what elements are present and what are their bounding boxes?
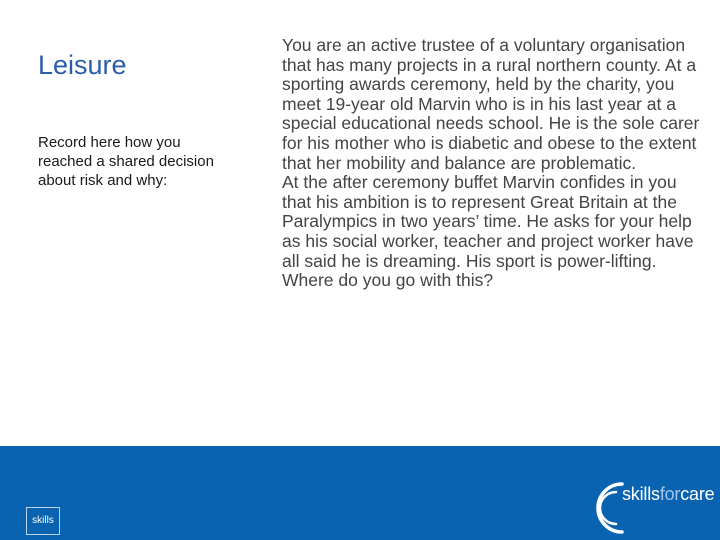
small-logo-text: skills	[32, 515, 54, 526]
instruction-note: Record here how you reached a shared decision about risk and why:	[38, 134, 214, 189]
slide-title: Leisure	[38, 50, 127, 80]
brand-word-care: care	[680, 484, 715, 504]
brand-word-for: for	[659, 484, 681, 504]
scenario-question: Where do you go with this?	[282, 270, 494, 291]
scenario-paragraph-1: You are an active trustee of a voluntary organisation that has many projects in a rural northern county. At a sporting awards ceremony, held by the charity, you meet 19-year old Marvin who is in his last year at a special educational needs school. He is the sole carer for his mother who is diabetic and obese to the extent that her mobility and balance are problematic.	[282, 35, 700, 173]
brand-word-skills: skills	[622, 484, 660, 504]
skills-small-logo	[26, 507, 60, 535]
skillsforcare-logo	[622, 484, 714, 505]
scenario-paragraph-2: At the after ceremony buffet Marvin confides in you that his ambition is to represent Great Britain at the Paralympics in two years’ time. He asks for your help as his social worker, teacher and project worker have all said he is dreaming. His sport is power-lifting.	[282, 172, 694, 271]
scenario-text	[282, 36, 702, 291]
